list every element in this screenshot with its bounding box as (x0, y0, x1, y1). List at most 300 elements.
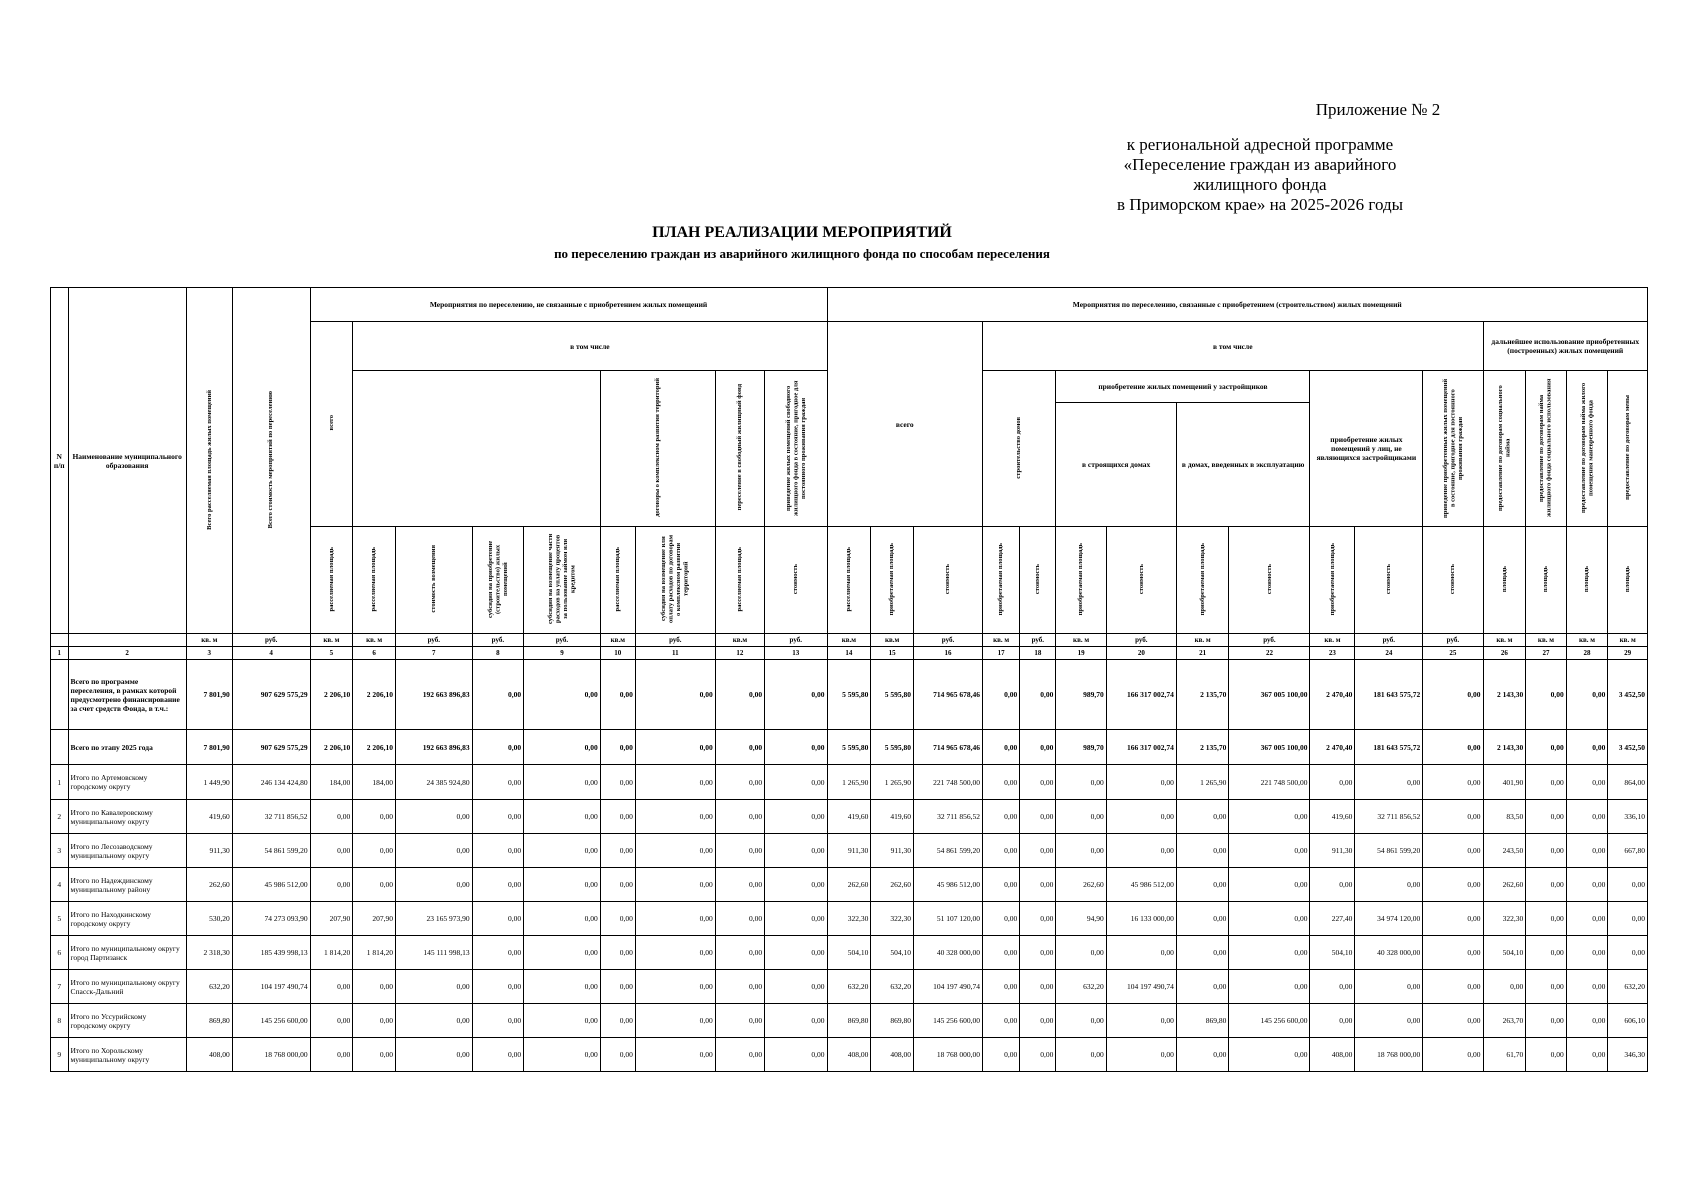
value-cell: 262,60 (827, 868, 871, 902)
value-cell: 0,00 (1020, 1038, 1056, 1072)
value-cell: 0,00 (353, 800, 396, 834)
value-cell: 0,00 (1229, 902, 1310, 936)
appendix-title: Приложение № 2 (1315, 100, 1441, 119)
value-cell: 0,00 (635, 868, 715, 902)
value-cell: 0,00 (310, 800, 353, 834)
value-cell: 0,00 (983, 800, 1020, 834)
value-cell: 408,00 (827, 1038, 871, 1072)
column-number: 5 (310, 647, 353, 660)
unit-cell: кв.м (871, 634, 914, 647)
header-pereselenie-svobodny: переселение в свободный жилищный фонд (715, 371, 764, 527)
value-cell: 0,00 (635, 834, 715, 868)
value-cell: 0,00 (1020, 730, 1056, 765)
value-cell: 0,00 (983, 868, 1020, 902)
header-leaf-19: приобретаемая площадь (1056, 527, 1106, 634)
value-cell: 0,00 (983, 660, 1020, 730)
value-cell: 104 197 490,74 (232, 970, 310, 1004)
column-number: 4 (232, 647, 310, 660)
column-number: 21 (1176, 647, 1229, 660)
value-cell: 0,00 (524, 868, 601, 902)
value-cell: 0,00 (395, 800, 472, 834)
value-cell: 0,00 (310, 834, 353, 868)
value-cell: 0,00 (1566, 660, 1608, 730)
municipality-name: Итого по Находкинскому городскому округу (68, 902, 186, 936)
municipality-name: Всего по этапу 2025 года (68, 730, 186, 765)
unit-cell: руб. (472, 634, 523, 647)
value-cell: 0,00 (1526, 902, 1567, 936)
value-cell: 869,80 (1176, 1004, 1229, 1038)
value-cell: 0,00 (1355, 970, 1423, 1004)
value-cell: 0,00 (1608, 902, 1648, 936)
table-row (51, 765, 1648, 800)
value-cell: 2 206,10 (353, 730, 396, 765)
value-cell: 0,00 (1526, 1004, 1567, 1038)
value-cell: 0,00 (1176, 868, 1229, 902)
value-cell: 0,00 (472, 730, 523, 765)
header-leaf-27: площадь (1526, 527, 1567, 634)
column-number: 3 (186, 647, 232, 660)
header-total-cost: Всего стоимость мероприятий по переселению (232, 288, 310, 634)
value-cell: 419,60 (871, 800, 914, 834)
value-cell: 32 711 856,52 (1355, 800, 1423, 834)
value-cell: 2 135,70 (1176, 660, 1229, 730)
unit-cell: кв.м (600, 634, 635, 647)
value-cell: 0,00 (1526, 765, 1567, 800)
value-cell: 0,00 (1526, 834, 1567, 868)
value-cell: 0,00 (1423, 660, 1483, 730)
header-leaf-11: субсидия на возмещение или оплату расходов по договорам о комплексном развитии территорий (635, 527, 715, 634)
unit-cell (51, 634, 69, 647)
value-cell: 408,00 (871, 1038, 914, 1072)
value-cell: 632,20 (827, 970, 871, 1004)
table-row (51, 868, 1648, 902)
header-leaf-5: расселяемая площадь (310, 527, 353, 634)
value-cell: 0,00 (1423, 1038, 1483, 1072)
column-number: 11 (635, 647, 715, 660)
value-cell: 1 265,90 (827, 765, 871, 800)
value-cell: 0,00 (765, 1038, 827, 1072)
unit-cell: руб. (914, 634, 983, 647)
value-cell: 0,00 (472, 765, 523, 800)
header-leaf-18: стоимость (1020, 527, 1056, 634)
unit-cell: руб. (524, 634, 601, 647)
value-cell: 0,00 (765, 970, 827, 1004)
header-pred-kommercheskogo: предоставление по договорам найма жилищного фонда социального использования (1526, 371, 1567, 527)
value-cell: 0,00 (715, 970, 764, 1004)
value-cell: 0,00 (715, 834, 764, 868)
value-cell: 0,00 (1020, 660, 1056, 730)
value-cell: 907 629 575,29 (232, 660, 310, 730)
value-cell: 0,00 (715, 660, 764, 730)
header-stroitelstvo-domov: строительство домов (983, 371, 1056, 527)
value-cell: 0,00 (353, 1004, 396, 1038)
value-cell: 0,00 (1566, 936, 1608, 970)
value-cell: 0,00 (1020, 970, 1056, 1004)
value-cell: 3 452,50 (1608, 660, 1648, 730)
value-cell: 336,10 (1608, 800, 1648, 834)
header-total-area: Всего расселяемая площадь жилых помещений (186, 288, 232, 634)
value-cell: 0,00 (635, 765, 715, 800)
value-cell: 989,70 (1056, 660, 1106, 730)
value-cell: 227,40 (1310, 902, 1355, 936)
value-cell: 504,10 (871, 936, 914, 970)
value-cell: 246 134 424,80 (232, 765, 310, 800)
value-cell: 0,00 (1355, 1004, 1423, 1038)
value-cell: 83,50 (1483, 800, 1526, 834)
value-cell: 0,00 (1020, 1004, 1056, 1038)
value-cell: 0,00 (635, 730, 715, 765)
value-cell: 0,00 (395, 834, 472, 868)
value-cell: 0,00 (1526, 1038, 1567, 1072)
value-cell: 145 256 600,00 (1229, 1004, 1310, 1038)
value-cell: 2 143,30 (1483, 730, 1526, 765)
header-leaf-24: стоимость (1355, 527, 1423, 634)
value-cell: 504,10 (1310, 936, 1355, 970)
header-v-tom-chisle: в том числе (353, 322, 827, 371)
unit-cell: кв. м (186, 634, 232, 647)
value-cell: 0,00 (765, 834, 827, 868)
unit-cell: кв. м (353, 634, 396, 647)
header-v-stroyaschihsya: в строящихся домах (1056, 403, 1176, 527)
column-number: 2 (68, 647, 186, 660)
value-cell: 5 595,80 (871, 660, 914, 730)
value-cell: 0,00 (1056, 1004, 1106, 1038)
row-number: 2 (51, 800, 69, 834)
value-cell: 0,00 (1106, 834, 1176, 868)
value-cell: 184,00 (310, 765, 353, 800)
value-cell: 0,00 (1423, 868, 1483, 902)
value-cell: 0,00 (1526, 868, 1567, 902)
value-cell: 0,00 (395, 1004, 472, 1038)
value-cell: 16 133 000,00 (1106, 902, 1176, 936)
value-cell: 221 748 500,00 (914, 765, 983, 800)
table-row (51, 800, 1648, 834)
value-cell: 0,00 (600, 1038, 635, 1072)
document-subtitle: по переселению граждан из аварийного жилищного фонда по способам переселения (554, 246, 1050, 261)
value-cell: 0,00 (1423, 800, 1483, 834)
value-cell: 51 107 120,00 (914, 902, 983, 936)
column-number: 1 (51, 647, 69, 660)
municipality-name: Итого по Кавалеровскому муниципальному округу (68, 800, 186, 834)
value-cell: 0,00 (1176, 936, 1229, 970)
value-cell: 184,00 (353, 765, 396, 800)
value-cell: 0,00 (1310, 1004, 1355, 1038)
header-group-related: Мероприятия по переселению, связанные с приобретением (строительством) жилых помещений (827, 288, 1648, 322)
total-row (51, 730, 1648, 765)
value-cell: 0,00 (1423, 765, 1483, 800)
value-cell: 0,00 (524, 765, 601, 800)
value-cell: 0,00 (1106, 765, 1176, 800)
value-cell: 207,90 (353, 902, 396, 936)
appendix-text (1060, 135, 1460, 215)
value-cell: 714 965 678,46 (914, 660, 983, 730)
unit-cell: руб. (765, 634, 827, 647)
value-cell: 864,00 (1608, 765, 1648, 800)
unit-cell: кв.м (827, 634, 871, 647)
value-cell: 0,00 (1020, 902, 1056, 936)
value-cell: 0,00 (1229, 1038, 1310, 1072)
header-privedenie-svobodny: приведение жилых помещений свободного жилищного фонда в состояние, пригодное для постоянного проживания граждан (765, 371, 827, 527)
unit-cell: кв. м (1483, 634, 1526, 647)
units-row (51, 634, 1648, 647)
unit-cell: руб. (1355, 634, 1423, 647)
value-cell: 34 974 120,00 (1355, 902, 1423, 936)
value-cell: 0,00 (765, 730, 827, 765)
unit-cell (68, 634, 186, 647)
value-cell: 911,30 (186, 834, 232, 868)
value-cell: 0,00 (310, 1004, 353, 1038)
value-cell: 262,60 (1483, 868, 1526, 902)
column-number: 19 (1056, 647, 1106, 660)
value-cell: 0,00 (395, 868, 472, 902)
value-cell: 346,30 (1608, 1038, 1648, 1072)
value-cell: 0,00 (1566, 970, 1608, 1004)
value-cell: 166 317 002,74 (1106, 730, 1176, 765)
value-cell: 145 111 998,13 (395, 936, 472, 970)
value-cell: 1 814,20 (310, 936, 353, 970)
row-number: 4 (51, 868, 69, 902)
value-cell: 262,60 (186, 868, 232, 902)
municipality-name: Итого по Хорольскому муниципальному округу (68, 1038, 186, 1072)
value-cell: 45 986 512,00 (232, 868, 310, 902)
value-cell: 0,00 (1106, 936, 1176, 970)
unit-cell: кв. м (1056, 634, 1106, 647)
value-cell: 0,00 (524, 1038, 601, 1072)
value-cell: 32 711 856,52 (232, 800, 310, 834)
value-cell: 2 470,40 (1310, 730, 1355, 765)
value-cell: 0,00 (1056, 765, 1106, 800)
value-cell: 0,00 (1355, 868, 1423, 902)
unit-cell: руб. (1229, 634, 1310, 647)
value-cell: 0,00 (600, 730, 635, 765)
header-name: Наименование муниципального образования (68, 288, 186, 634)
value-cell: 714 965 678,46 (914, 730, 983, 765)
header-leaf-14: расселяемая площадь (827, 527, 871, 634)
table-body (51, 634, 1648, 1072)
value-cell: 0,00 (600, 868, 635, 902)
value-cell: 0,00 (310, 1038, 353, 1072)
value-cell: 322,30 (1483, 902, 1526, 936)
value-cell: 0,00 (472, 660, 523, 730)
value-cell: 0,00 (353, 868, 396, 902)
column-number: 14 (827, 647, 871, 660)
header-leaf-17: приобретаемая площадь (983, 527, 1020, 634)
value-cell: 18 768 000,00 (914, 1038, 983, 1072)
value-cell: 0,00 (1310, 970, 1355, 1004)
column-numbers-row (51, 647, 1648, 660)
column-number: 22 (1229, 647, 1310, 660)
header-privedenie-priobretennyh: приведение приобретенных жилых помещений в состояние, пригодное для постоянного проживания граждан (1423, 371, 1483, 527)
table-row (51, 834, 1648, 868)
header-pred-manevrennogo: предоставление по договорам найма жилого помещения маневренного фонда (1566, 371, 1608, 527)
document-title: ПЛАН РЕАЛИЗАЦИИ МЕРОПРИЯТИЙ (652, 224, 952, 241)
value-cell: 0,00 (600, 834, 635, 868)
value-cell: 632,20 (1608, 970, 1648, 1004)
appendix-line: жилищного фонда (1193, 175, 1327, 194)
value-cell: 0,00 (524, 902, 601, 936)
value-cell: 0,00 (1106, 1038, 1176, 1072)
value-cell: 907 629 575,29 (232, 730, 310, 765)
header-pred-meny: предоставление по договорам мены (1608, 371, 1648, 527)
value-cell: 0,00 (1566, 800, 1608, 834)
value-cell: 408,00 (186, 1038, 232, 1072)
unit-cell: кв. м (1526, 634, 1567, 647)
unit-cell: кв. м (983, 634, 1020, 647)
value-cell: 2 318,30 (186, 936, 232, 970)
header-priobretenie-u-lic: приобретение жилых помещений у лиц, не являющихся застройщиками (1310, 371, 1423, 527)
column-number: 16 (914, 647, 983, 660)
value-cell: 221 748 500,00 (1229, 765, 1310, 800)
value-cell: 0,00 (472, 902, 523, 936)
value-cell: 0,00 (353, 1038, 396, 1072)
column-number: 9 (524, 647, 601, 660)
value-cell: 0,00 (472, 800, 523, 834)
value-cell: 322,30 (827, 902, 871, 936)
header-leaf-8: субсидия на приобретение (строительство) жилых помещений (472, 527, 523, 634)
value-cell: 367 005 100,00 (1229, 660, 1310, 730)
header-leaf-9: субсидия на возмещение части расходов на уплату процентов за пользование займом или кредитом (524, 527, 601, 634)
municipality-name: Итого по Артемовскому городскому округу (68, 765, 186, 800)
value-cell: 0,00 (1526, 660, 1567, 730)
column-number: 23 (1310, 647, 1355, 660)
value-cell: 0,00 (472, 1038, 523, 1072)
value-cell: 0,00 (472, 1004, 523, 1038)
value-cell: 869,80 (871, 1004, 914, 1038)
header-leaf-13: стоимость (765, 527, 827, 634)
value-cell: 0,00 (1310, 868, 1355, 902)
value-cell: 0,00 (1106, 1004, 1176, 1038)
header-vsego: всего (310, 322, 353, 527)
value-cell: 7 801,90 (186, 660, 232, 730)
value-cell: 0,00 (1176, 1038, 1229, 1072)
municipality-name: Итого по Лесозаводскому муниципальному округу (68, 834, 186, 868)
row-number: 7 (51, 970, 69, 1004)
value-cell: 0,00 (983, 970, 1020, 1004)
value-cell: 243,50 (1483, 834, 1526, 868)
value-cell: 104 197 490,74 (1106, 970, 1176, 1004)
municipality-name: Итого по муниципальному округу Спасск-Дальний (68, 970, 186, 1004)
value-cell: 0,00 (715, 936, 764, 970)
value-cell: 24 385 924,80 (395, 765, 472, 800)
value-cell: 0,00 (600, 765, 635, 800)
value-cell: 911,30 (827, 834, 871, 868)
header-pred-socialnogo: предоставление по договорам социального найма (1483, 371, 1526, 527)
value-cell: 18 768 000,00 (1355, 1038, 1423, 1072)
value-cell: 0,00 (1566, 834, 1608, 868)
column-number: 20 (1106, 647, 1176, 660)
value-cell: 911,30 (1310, 834, 1355, 868)
value-cell: 40 328 000,00 (914, 936, 983, 970)
value-cell: 0,00 (635, 800, 715, 834)
table-header (51, 288, 1648, 634)
value-cell: 0,00 (635, 1038, 715, 1072)
value-cell: 632,20 (871, 970, 914, 1004)
value-cell: 419,60 (186, 800, 232, 834)
value-cell: 0,00 (715, 1004, 764, 1038)
header-leaf-23: приобретаемая площадь (1310, 527, 1355, 634)
value-cell: 40 328 000,00 (1355, 936, 1423, 970)
value-cell: 0,00 (600, 936, 635, 970)
value-cell: 0,00 (310, 868, 353, 902)
plan-table (50, 287, 1648, 1072)
value-cell: 0,00 (635, 1004, 715, 1038)
value-cell: 0,00 (1566, 1004, 1608, 1038)
value-cell: 2 135,70 (1176, 730, 1229, 765)
row-number: 1 (51, 765, 69, 800)
row-number: 5 (51, 902, 69, 936)
value-cell: 1 265,90 (871, 765, 914, 800)
value-cell: 0,00 (1020, 834, 1056, 868)
value-cell: 0,00 (1566, 765, 1608, 800)
total-row (51, 660, 1648, 730)
row-number (51, 660, 69, 730)
value-cell: 0,00 (635, 902, 715, 936)
value-cell: 0,00 (600, 970, 635, 1004)
value-cell: 0,00 (524, 1004, 601, 1038)
value-cell: 61,70 (1483, 1038, 1526, 1072)
value-cell: 504,10 (1483, 936, 1526, 970)
value-cell: 0,00 (765, 765, 827, 800)
unit-cell: кв.м (715, 634, 764, 647)
value-cell: 0,00 (1423, 1004, 1483, 1038)
value-cell: 0,00 (1229, 970, 1310, 1004)
value-cell: 0,00 (715, 902, 764, 936)
header-leaf-28: площадь (1566, 527, 1608, 634)
value-cell: 0,00 (1229, 868, 1310, 902)
value-cell: 0,00 (472, 970, 523, 1004)
value-cell: 0,00 (1608, 868, 1648, 902)
value-cell: 0,00 (1176, 902, 1229, 936)
value-cell: 419,60 (827, 800, 871, 834)
value-cell: 667,80 (1608, 834, 1648, 868)
value-cell: 0,00 (1566, 902, 1608, 936)
value-cell: 869,80 (186, 1004, 232, 1038)
value-cell: 2 206,10 (310, 730, 353, 765)
value-cell: 185 439 998,13 (232, 936, 310, 970)
value-cell: 74 273 093,90 (232, 902, 310, 936)
municipality-name: Итого по Надеждинскому муниципальному району (68, 868, 186, 902)
column-number: 8 (472, 647, 523, 660)
header-leaf-26: площадь (1483, 527, 1526, 634)
value-cell: 419,60 (1310, 800, 1355, 834)
column-number: 6 (353, 647, 396, 660)
value-cell: 207,90 (310, 902, 353, 936)
value-cell: 322,30 (871, 902, 914, 936)
column-number: 15 (871, 647, 914, 660)
column-number: 7 (395, 647, 472, 660)
table-row (51, 1004, 1648, 1038)
header-leaf-20: стоимость (1106, 527, 1176, 634)
value-cell: 0,00 (1176, 970, 1229, 1004)
value-cell: 632,20 (1056, 970, 1106, 1004)
municipality-name: Всего по программе переселения, в рамках которой предусмотрено финансирование за счет средств Фонда, в т.ч.: (68, 660, 186, 730)
value-cell: 2 143,30 (1483, 660, 1526, 730)
value-cell: 0,00 (715, 868, 764, 902)
value-cell: 0,00 (635, 970, 715, 1004)
value-cell: 0,00 (524, 936, 601, 970)
column-number: 26 (1483, 647, 1526, 660)
header-v-tom-chisle2: в том числе (983, 322, 1484, 371)
column-number: 17 (983, 647, 1020, 660)
value-cell: 192 663 896,83 (395, 730, 472, 765)
value-cell: 0,00 (524, 970, 601, 1004)
value-cell: 0,00 (472, 868, 523, 902)
header-v-domah-vvedennyh: в домах, введенных в эксплуатацию (1176, 403, 1310, 527)
unit-cell: руб. (1106, 634, 1176, 647)
value-cell: 0,00 (715, 730, 764, 765)
value-cell: 94,90 (1056, 902, 1106, 936)
value-cell: 45 986 512,00 (1106, 868, 1176, 902)
